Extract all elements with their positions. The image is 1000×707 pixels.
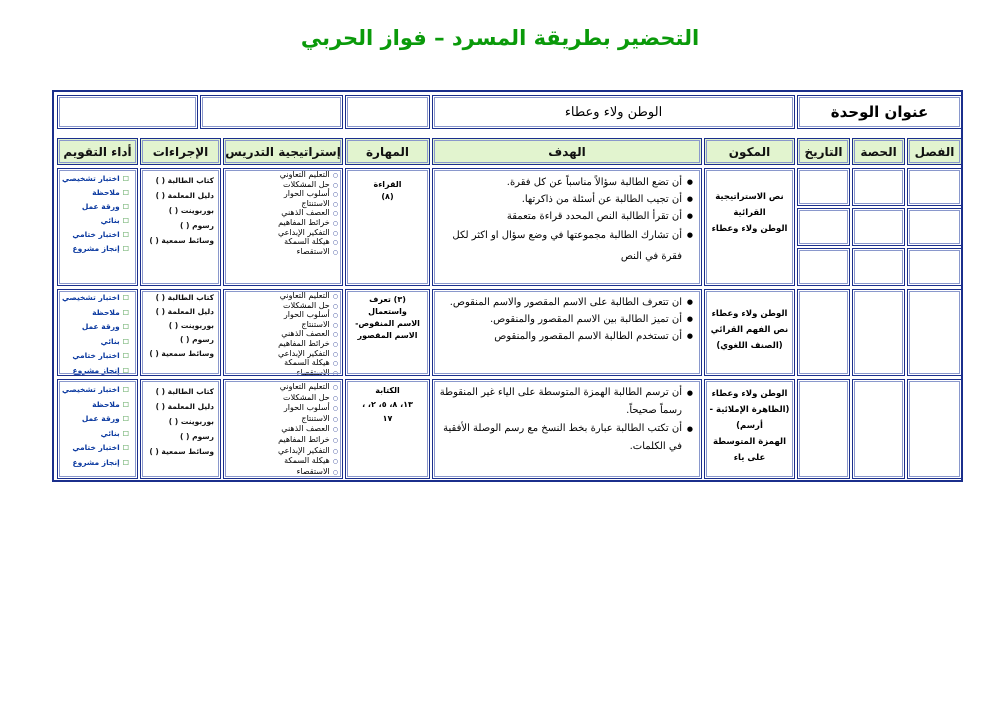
page-title: التحضير بطريقة المسرد – فواز الحربي [300,26,700,50]
strategy-item: ○ أسلوب الحوار [224,311,338,321]
strategy-item: ○ خرائط المفاهيم [224,219,338,229]
procedure-item: بوربوينت ( ) [168,206,214,215]
procedures-cell [140,168,221,286]
strategy-item: ○ الاستقصاء [224,369,338,376]
component-line: على ياء [733,453,766,463]
evaluation-item[interactable]: ☐ ورقة عمل [58,200,129,214]
strategy-item: ○ خرائط المفاهيم [224,435,338,446]
component-line: الوطن ولاء وعطاء [711,224,788,234]
date-cell [797,379,850,479]
procedure-item: وسائط سمعية ( ) [149,447,214,456]
unit-value: الوطن ولاء وعطاء [432,95,795,129]
procedure-item: وسائط سمعية ( ) [149,349,214,358]
header-evaluation: أداء التقويم [57,138,138,165]
goal-item: ● أن تقرأ الطالبة النص المحدد قراءة متعمقة [439,208,693,225]
strategy-item: ○ الاستقصاء [224,467,338,478]
procedure-item: دليل المعلمة ( ) [155,191,214,200]
strategy-cell [223,289,343,376]
evaluation-item[interactable]: ☐ اختبار تشخيصي [58,172,129,186]
class-cell [907,208,962,246]
class-cell [907,379,962,479]
evaluation-cell [57,168,138,286]
class-cell [907,168,962,206]
evaluation-item[interactable]: ☐ إنجاز مشروع [58,364,129,377]
date-cell [797,289,850,376]
procedure-item: بوربوينت ( ) [168,321,214,330]
strategy-item: ○ هيكلة السمكة [224,456,338,467]
procedure-item: دليل المعلمة ( ) [155,402,214,411]
strategy-item: ○ حل المشكلات [224,181,338,191]
goal-cell [432,168,702,286]
evaluation-item[interactable]: ☐ اختبار تشخيصي [58,291,129,306]
header-procedures: الإجراءات [140,138,221,165]
evaluation-item[interactable]: ☐ إنجاز مشروع [58,456,129,471]
goal-item: ● ان تتعرف الطالبة على الاسم المقصور والاسم المنقوص. [439,294,693,311]
goal-cell [432,289,702,376]
strategy-item: ○ هيكلة السمكة [224,238,338,248]
procedures-cell [140,289,221,376]
evaluation-item[interactable]: ☐ ملاحظة [58,186,129,200]
component-line: الوطن ولاء وعطاء [711,309,788,319]
skill-line: (٨) [381,192,394,201]
unit-label: عنوان الوحدة [797,95,962,129]
strategy-item: ○ العصف الذهني [224,330,338,340]
strategy-item: ○ أسلوب الحوار [224,190,338,200]
evaluation-item[interactable]: ☐ ورقة عمل [58,320,129,335]
goal-item: ● أن تضع الطالبة سؤالاً مناسباً عن كل فقرة. [439,174,693,191]
procedure-item: رسوم ( ) [180,432,214,441]
lesson-plan-table [52,90,963,482]
period-cell [852,208,905,246]
procedure-item: وسائط سمعية ( ) [149,236,214,245]
component-cell [704,379,795,479]
date-cell [797,168,850,206]
strategy-item: ○ الاستقصاء [224,248,338,258]
procedures-cell [140,379,221,479]
header-class: الفصل [907,138,962,165]
strategy-item: ○ حل المشكلات [224,302,338,312]
evaluation-item[interactable]: ☐ ورقة عمل [58,412,129,427]
skill-line: ١٣، ٨، ٥، ٢، ، [362,400,413,409]
strategy-item: ○ التعليم التعاوني [224,171,338,181]
skill-line: الاسم المقصور [357,331,418,340]
blank-cell [57,95,198,129]
evaluation-item[interactable]: ☐ اختبار تشخيصي [58,383,129,398]
component-line: الهمزة المتوسطة [712,437,787,447]
goal-item: ● أن تكتب الطالبة عبارة بخط النسخ مع رسم الوصلة الأفقية في الكلمات. [439,420,693,456]
strategy-item: ○ التعليم التعاوني [224,292,338,302]
blank-cell [345,95,430,129]
skill-line: الكتابة [375,386,400,395]
period-cell [852,289,905,376]
skill-cell [345,289,430,376]
strategy-item: ○ هيكلة السمكة [224,359,338,369]
evaluation-item[interactable]: ☐ ملاحظة [58,398,129,413]
component-line: (الصنف اللغوي) [716,341,783,351]
evaluation-item[interactable]: ☐ ملاحظة [58,306,129,321]
procedure-item: بوربوينت ( ) [168,417,214,426]
period-cell [852,379,905,479]
evaluation-item[interactable]: ☐ إنجاز مشروع [58,242,129,256]
header-goal: الهدف [432,138,702,165]
component-line: نص الفهم القرائي [710,325,789,335]
procedure-item: دليل المعلمة ( ) [155,307,214,316]
procedure-item: رسوم ( ) [180,221,214,230]
evaluation-item[interactable]: ☐ بنائي [58,214,129,228]
class-cell [907,289,962,376]
header-strategy: إستراتيجية التدريس [223,138,343,165]
date-cell [797,208,850,246]
component-line: (الظاهرة الإملائية - [709,405,790,415]
evaluation-cell [57,289,138,376]
strategy-item: ○ العصف الذهني [224,209,338,219]
period-cell [852,248,905,286]
header-date: التاريخ [797,138,850,165]
strategy-item: ○ العصف الذهني [224,424,338,435]
strategy-item: ○ التفكير الإبداعي [224,229,338,239]
goal-item: ● أن تستخدم الطالبة الاسم المقصور والمنقوص [439,328,693,345]
procedure-item: كتاب الطالبة ( ) [155,293,214,302]
strategy-item: ○ الاستنتاج [224,321,338,331]
date-cell [797,248,850,286]
goal-item: ● أن تشارك الطالبة مجموعتها في وضع سؤال او اكثر لكل فقرة في النص [439,225,693,267]
component-line: أرسم) [736,421,763,431]
procedure-item: رسوم ( ) [180,335,214,344]
goal-item: ● أن تجيب الطالبة عن أسئلة من ذاكرتها. [439,191,693,208]
strategy-item: ○ التفكير الإبداعي [224,446,338,457]
header-skill: المهارة [345,138,430,165]
strategy-item: ○ الاستنتاج [224,414,338,425]
goal-item: ● أن ترسم الطالبة الهمزة المتوسطة على الياء غير المنقوطة رسماً صحيحاً. [439,384,693,420]
skill-cell [345,168,430,286]
period-cell [852,168,905,206]
component-line: الوطن ولاء وعطاء [711,389,788,399]
strategy-item: ○ حل المشكلات [224,393,338,404]
procedure-item: كتاب الطالبة ( ) [155,387,214,396]
evaluation-item[interactable]: ☐ اختبار ختامي [58,349,129,364]
strategy-item: ○ خرائط المفاهيم [224,340,338,350]
component-line: القرائية [733,208,766,218]
strategy-cell [223,168,343,286]
strategy-cell [223,379,343,479]
evaluation-item[interactable]: ☐ بنائي [58,427,129,442]
skill-line: ١٧ [382,414,393,423]
evaluation-item[interactable]: ☐ اختبار ختامي [58,228,129,242]
skill-line: (٣) تعرف واستعمال [368,295,407,316]
goal-cell [432,379,702,479]
class-cell [907,248,962,286]
strategy-item: ○ الاستنتاج [224,200,338,210]
blank-cell [200,95,343,129]
component-cell [704,289,795,376]
strategy-item: ○ التعليم التعاوني [224,382,338,393]
component-line: نص الاستراتيجية [715,192,784,202]
component-cell [704,168,795,286]
goal-item: ● أن تميز الطالبة بين الاسم المقصور والمنقوص. [439,311,693,328]
strategy-item: ○ أسلوب الحوار [224,403,338,414]
procedure-item: كتاب الطالبة ( ) [155,176,214,185]
evaluation-item[interactable]: ☐ اختبار ختامي [58,441,129,456]
skill-cell [345,379,430,479]
strategy-item: ○ التفكير الإبداعي [224,350,338,360]
header-period: الحصة [852,138,905,165]
header-component: المكون [704,138,795,165]
skill-line: الاسم المنقوص- [355,319,420,328]
evaluation-cell [57,379,138,479]
evaluation-item[interactable]: ☐ بنائي [58,335,129,350]
skill-line: القراءة [373,180,402,189]
